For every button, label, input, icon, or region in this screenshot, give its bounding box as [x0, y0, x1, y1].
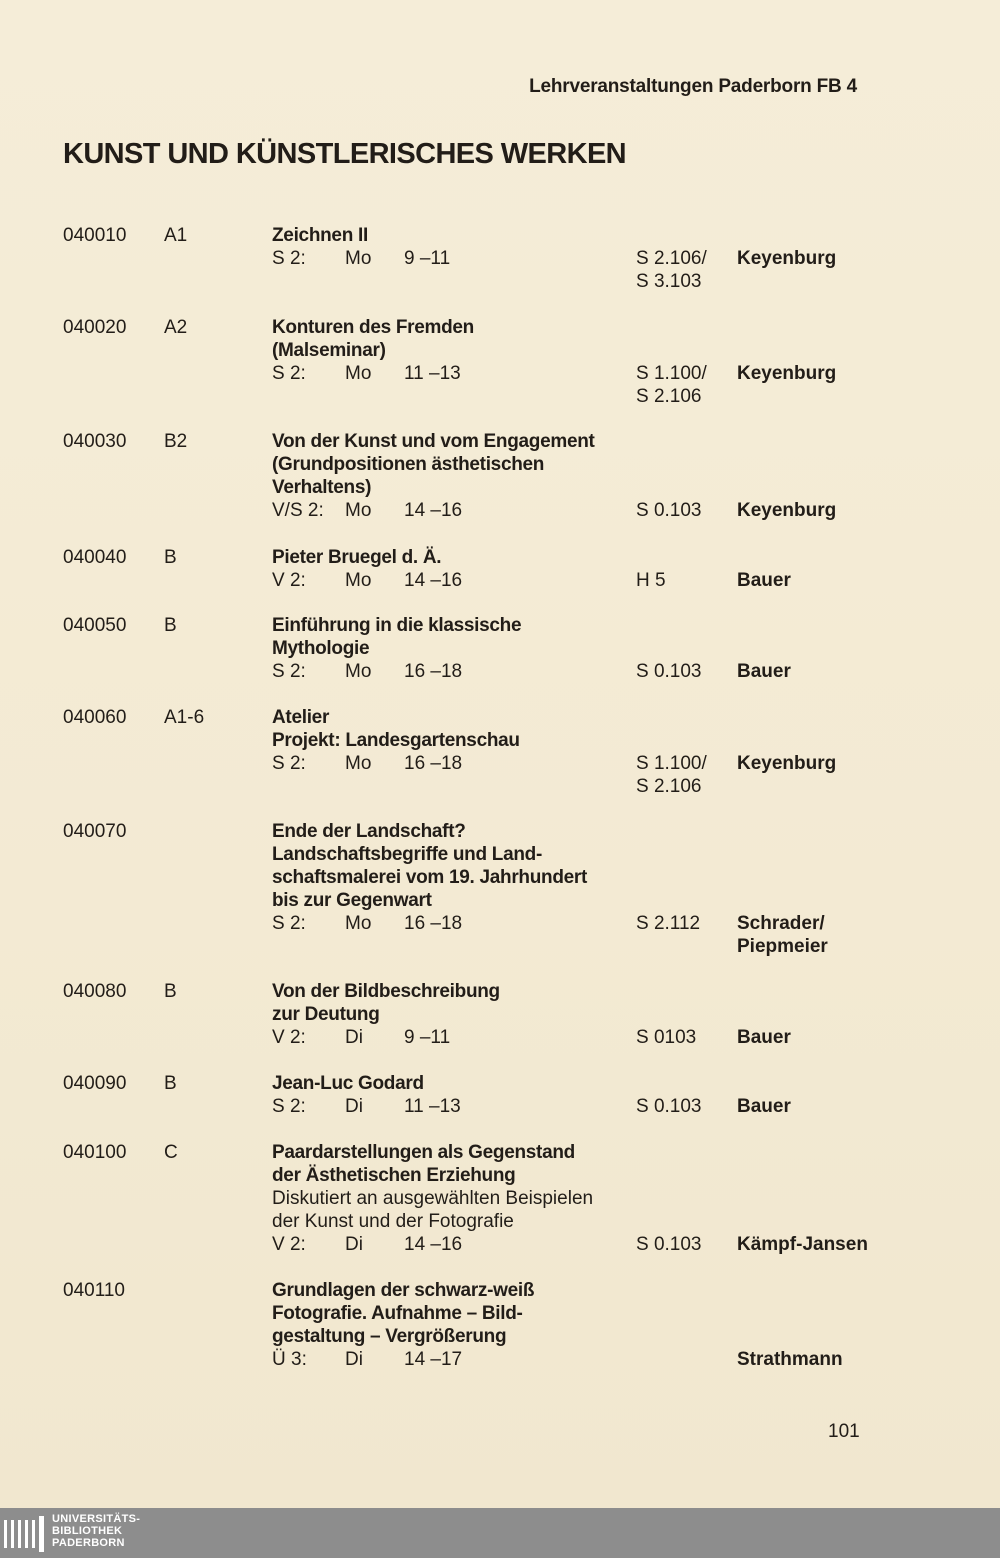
course-room: [636, 499, 726, 522]
course-title-line: Pieter Bruegel d. Ä.: [272, 547, 442, 568]
course-day: Di: [345, 1096, 363, 1117]
room-line: S 1.100/: [636, 363, 707, 384]
lecturer-line: Keyenburg: [737, 248, 837, 269]
course-schedule: [272, 912, 642, 935]
course-time: 14 –16: [404, 570, 463, 591]
course-type-hours: S 2:: [272, 753, 306, 774]
course-title-line: bis zur Gegenwart: [272, 890, 432, 911]
course-details: [272, 706, 642, 775]
course-number: 040010: [63, 225, 127, 246]
course-title-line: (Malseminar): [272, 340, 386, 361]
course-day: Mo: [345, 363, 372, 384]
course-title-line: Grundlagen der schwarz-weiß: [272, 1280, 535, 1301]
room-line: S 0.103: [636, 661, 702, 682]
course-type-hours: Ü 3:: [272, 1349, 307, 1370]
course-title-line: Landschaftsbegriffe und Land-: [272, 844, 542, 865]
course-room: [636, 362, 726, 408]
course-title-line: gestaltung – Vergrößerung: [272, 1326, 507, 1347]
course-day: Mo: [345, 913, 372, 934]
course-details: [272, 546, 642, 592]
course-category: B2: [164, 431, 188, 452]
course-type-hours: S 2:: [272, 1096, 306, 1117]
course-room: [636, 752, 726, 798]
room-line: S 2.106/: [636, 248, 707, 269]
course-category: C: [164, 1142, 178, 1163]
course-schedule: [272, 1233, 642, 1256]
course-details: [272, 614, 642, 683]
room-line: S 1.100/: [636, 753, 707, 774]
course-category: A2: [164, 317, 188, 338]
course-day: Mo: [345, 248, 372, 269]
lecturer-line: Strathmann: [737, 1349, 843, 1370]
running-head: Lehrveranstaltungen Paderborn FB 4: [529, 76, 857, 97]
course-title-line: Einführung in die klassische: [272, 615, 522, 636]
course-number: 040040: [63, 547, 127, 568]
course-room: [636, 660, 726, 683]
course-day: Mo: [345, 500, 372, 521]
course-day: Di: [345, 1027, 363, 1048]
lecturer-line: Keyenburg: [737, 500, 837, 521]
course-time: 16 –18: [404, 753, 463, 774]
course-lecturer: [737, 912, 937, 958]
course-details: [272, 1072, 642, 1118]
course-schedule: [272, 752, 642, 775]
room-line: S 0.103: [636, 1234, 702, 1255]
course-lecturer: [737, 1348, 937, 1371]
course-number: 040080: [63, 981, 127, 1002]
course-title-line: zur Deutung: [272, 1004, 380, 1025]
course-title-line: Ende der Landschaft?: [272, 821, 466, 842]
course-time: 11 –13: [404, 1096, 461, 1117]
room-line: S 2.106: [636, 776, 702, 797]
course-lecturer: [737, 499, 937, 522]
course-day: Di: [345, 1349, 363, 1370]
library-name-line: PADERBORN: [52, 1537, 125, 1549]
course-type-hours: S 2:: [272, 661, 306, 682]
course-type-hours: V 2:: [272, 1027, 306, 1048]
course-type-hours: S 2:: [272, 248, 306, 269]
course-number: 040060: [63, 707, 127, 728]
course-lecturer: [737, 1026, 937, 1049]
course-schedule: [272, 1348, 642, 1371]
course-type-hours: V/S 2:: [272, 500, 324, 521]
lecturer-line: Bauer: [737, 1096, 791, 1117]
lecturer-line: Kämpf-Jansen: [737, 1234, 868, 1255]
library-footer: [0, 1508, 1000, 1558]
course-title-line: der Ästhetischen Erziehung: [272, 1165, 516, 1186]
course-description-line: der Kunst und der Fotografie: [272, 1211, 514, 1232]
course-type-hours: S 2:: [272, 913, 306, 934]
course-title-line: Konturen des Fremden: [272, 317, 474, 338]
course-schedule: [272, 362, 642, 385]
course-title-line: Projekt: Landesgartenschau: [272, 730, 520, 751]
course-category: A1: [164, 225, 188, 246]
course-time: 14 –16: [404, 1234, 463, 1255]
room-line: S 2.112: [636, 913, 701, 934]
room-line: S 0.103: [636, 500, 702, 521]
library-name-line: BIBLIOTHEK: [52, 1525, 123, 1537]
course-title-line: Zeichnen II: [272, 225, 368, 246]
course-lecturer: [737, 569, 937, 592]
course-day: Mo: [345, 570, 372, 591]
course-lecturer: [737, 1233, 937, 1256]
course-title-line: Verhaltens): [272, 477, 372, 498]
course-day: Mo: [345, 661, 372, 682]
course-category: B: [164, 1073, 177, 1094]
room-line: S 0.103: [636, 1096, 702, 1117]
room-line: S 3.103: [636, 271, 702, 292]
course-number: 040070: [63, 821, 127, 842]
course-title-line: Mythologie: [272, 638, 370, 659]
room-line: S 2.106: [636, 386, 702, 407]
course-title-line: schaftsmalerei vom 19. Jahrhundert: [272, 867, 588, 888]
course-lecturer: [737, 362, 937, 385]
course-time: 11 –13: [404, 363, 461, 384]
course-category: B: [164, 981, 177, 1002]
course-type-hours: V 2:: [272, 1234, 306, 1255]
course-number: 040110: [63, 1280, 125, 1301]
course-room: [636, 247, 726, 293]
course-lecturer: [737, 660, 937, 683]
course-schedule: [272, 499, 642, 522]
course-schedule: [272, 1095, 642, 1118]
course-room: [636, 1026, 726, 1049]
course-details: [272, 224, 642, 270]
course-description-line: Diskutiert an ausgewählten Beispielen: [272, 1188, 594, 1209]
course-type-hours: V 2:: [272, 570, 306, 591]
lecturer-line: Keyenburg: [737, 753, 837, 774]
course-day: Di: [345, 1234, 363, 1255]
lecturer-line: Bauer: [737, 661, 791, 682]
course-time: 14 –16: [404, 500, 463, 521]
course-title-line: (Grundpositionen ästhetischen: [272, 454, 545, 475]
page-title: KUNST UND KÜNSTLERISCHES WERKEN: [63, 138, 627, 170]
course-title-line: Von der Bildbeschreibung: [272, 981, 500, 1002]
course-day: Mo: [345, 753, 372, 774]
library-logo-icon: [4, 1516, 48, 1552]
course-category: B: [164, 615, 177, 636]
course-time: 14 –17: [404, 1349, 463, 1370]
lecturer-line: Bauer: [737, 1027, 791, 1048]
course-time: 9 –11: [404, 1027, 451, 1048]
course-details: [272, 316, 642, 385]
course-lecturer: [737, 752, 937, 775]
course-details: [272, 820, 642, 935]
course-category: A1-6: [164, 707, 205, 728]
course-details: [272, 1279, 642, 1371]
course-title-line: Paardarstellungen als Gegenstand: [272, 1142, 575, 1163]
course-title-line: Jean-Luc Godard: [272, 1073, 424, 1094]
course-title-line: Fotografie. Aufnahme – Bild-: [272, 1303, 523, 1324]
course-time: 16 –18: [404, 661, 463, 682]
course-schedule: [272, 660, 642, 683]
course-number: 040100: [63, 1142, 127, 1163]
course-details: [272, 430, 642, 522]
course-number: 040090: [63, 1073, 127, 1094]
course-lecturer: [737, 247, 937, 270]
course-number: 040050: [63, 615, 127, 636]
course-time: 9 –11: [404, 248, 451, 269]
lecturer-line: Keyenburg: [737, 363, 837, 384]
course-time: 16 –18: [404, 913, 463, 934]
page-number: 101: [828, 1421, 860, 1442]
lecturer-line: Piepmeier: [737, 936, 828, 957]
course-room: [636, 912, 726, 935]
course-details: [272, 980, 642, 1049]
course-room: [636, 569, 726, 592]
lecturer-line: Schrader/: [737, 913, 825, 934]
course-number: 040030: [63, 431, 127, 452]
course-type-hours: S 2:: [272, 363, 306, 384]
course-schedule: [272, 569, 642, 592]
course-title-line: Von der Kunst und vom Engagement: [272, 431, 595, 452]
course-title-line: Atelier: [272, 707, 330, 728]
library-name-line: UNIVERSITÄTS-: [52, 1513, 141, 1525]
course-category: B: [164, 547, 177, 568]
lecturer-line: Bauer: [737, 570, 791, 591]
library-name: [52, 1513, 140, 1549]
course-room: [636, 1095, 726, 1118]
room-line: S 0103: [636, 1027, 697, 1048]
course-schedule: [272, 1026, 642, 1049]
course-details: [272, 1141, 642, 1256]
course-schedule: [272, 247, 642, 270]
course-lecturer: [737, 1095, 937, 1118]
room-line: H 5: [636, 570, 666, 591]
course-room: [636, 1233, 726, 1256]
course-number: 040020: [63, 317, 127, 338]
